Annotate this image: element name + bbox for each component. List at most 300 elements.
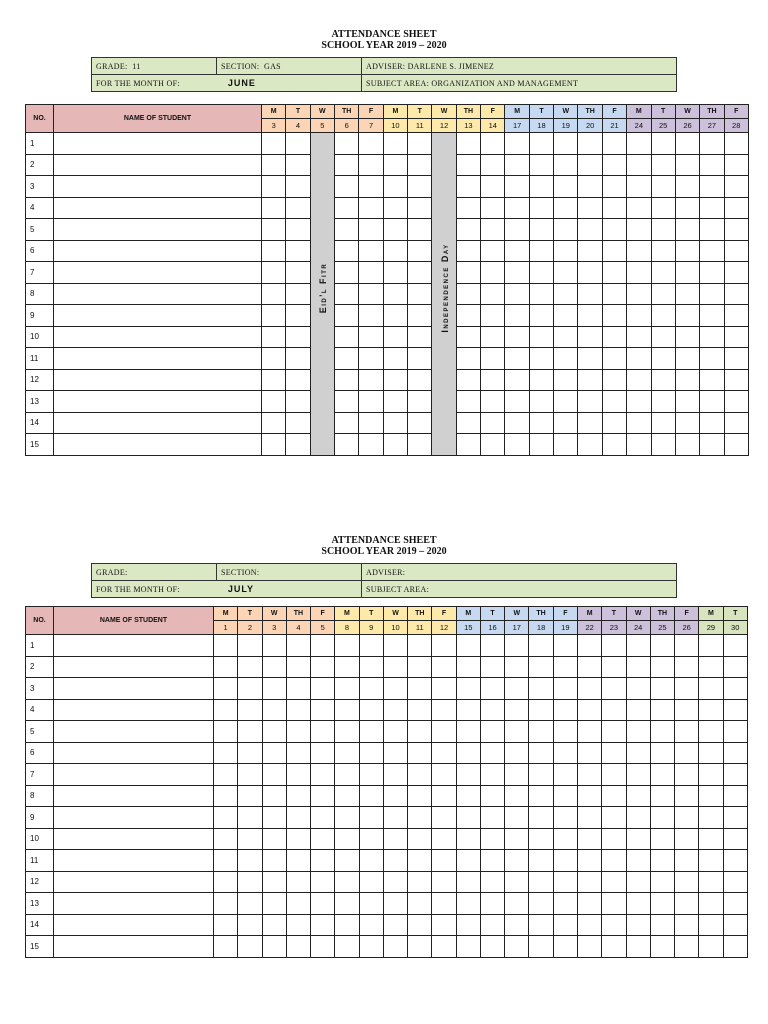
attendance-cell[interactable]: [359, 326, 383, 348]
attendance-cell[interactable]: [359, 369, 383, 391]
attendance-cell[interactable]: [359, 742, 383, 764]
attendance-cell[interactable]: [529, 656, 553, 678]
attendance-cell[interactable]: [724, 369, 748, 391]
attendance-cell[interactable]: [602, 369, 626, 391]
student-name-cell[interactable]: [54, 262, 262, 284]
attendance-cell[interactable]: [554, 262, 578, 284]
attendance-cell[interactable]: [262, 326, 286, 348]
attendance-cell[interactable]: [408, 828, 432, 850]
attendance-cell[interactable]: [577, 678, 601, 700]
attendance-cell[interactable]: [286, 348, 310, 370]
attendance-cell[interactable]: [529, 305, 553, 327]
attendance-cell[interactable]: [480, 785, 504, 807]
attendance-cell[interactable]: [651, 391, 675, 413]
attendance-cell[interactable]: [335, 678, 359, 700]
attendance-cell[interactable]: [383, 133, 407, 155]
attendance-cell[interactable]: [383, 197, 407, 219]
attendance-cell[interactable]: [675, 914, 699, 936]
attendance-cell[interactable]: [238, 807, 262, 829]
student-name-cell[interactable]: [54, 807, 214, 829]
attendance-cell[interactable]: [675, 764, 699, 786]
attendance-cell[interactable]: [602, 219, 626, 241]
attendance-cell[interactable]: [383, 699, 407, 721]
attendance-cell[interactable]: [675, 369, 699, 391]
attendance-cell[interactable]: [627, 348, 651, 370]
attendance-cell[interactable]: [505, 391, 529, 413]
attendance-cell[interactable]: [627, 305, 651, 327]
attendance-cell[interactable]: [214, 742, 238, 764]
attendance-cell[interactable]: [577, 893, 601, 915]
attendance-cell[interactable]: [699, 871, 723, 893]
attendance-cell[interactable]: [238, 764, 262, 786]
attendance-cell[interactable]: [553, 721, 577, 743]
attendance-cell[interactable]: [529, 807, 553, 829]
attendance-cell[interactable]: [408, 434, 432, 456]
attendance-cell[interactable]: [262, 936, 286, 958]
attendance-cell[interactable]: [675, 807, 699, 829]
attendance-cell[interactable]: [480, 742, 504, 764]
attendance-cell[interactable]: [456, 326, 480, 348]
attendance-cell[interactable]: [262, 369, 286, 391]
student-name-cell[interactable]: [54, 133, 262, 155]
attendance-cell[interactable]: [408, 412, 432, 434]
attendance-cell[interactable]: [383, 391, 407, 413]
attendance-cell[interactable]: [432, 785, 456, 807]
attendance-cell[interactable]: [456, 391, 480, 413]
attendance-cell[interactable]: [359, 219, 383, 241]
attendance-cell[interactable]: [480, 699, 504, 721]
attendance-cell[interactable]: [553, 635, 577, 657]
attendance-cell[interactable]: [529, 391, 553, 413]
attendance-cell[interactable]: [529, 742, 553, 764]
attendance-cell[interactable]: [481, 305, 505, 327]
attendance-cell[interactable]: [626, 850, 650, 872]
attendance-cell[interactable]: [262, 914, 286, 936]
attendance-cell[interactable]: [578, 391, 602, 413]
attendance-cell[interactable]: [675, 871, 699, 893]
attendance-cell[interactable]: [505, 893, 529, 915]
attendance-cell[interactable]: [383, 721, 407, 743]
student-name-cell[interactable]: [54, 154, 262, 176]
attendance-cell[interactable]: [724, 154, 748, 176]
attendance-cell[interactable]: [311, 699, 335, 721]
attendance-cell[interactable]: [723, 936, 747, 958]
attendance-cell[interactable]: [480, 850, 504, 872]
attendance-cell[interactable]: [335, 807, 359, 829]
attendance-cell[interactable]: [723, 678, 747, 700]
attendance-cell[interactable]: [432, 828, 456, 850]
attendance-cell[interactable]: [602, 197, 626, 219]
attendance-cell[interactable]: [675, 635, 699, 657]
attendance-cell[interactable]: [481, 219, 505, 241]
attendance-cell[interactable]: [675, 391, 699, 413]
attendance-cell[interactable]: [262, 828, 286, 850]
attendance-cell[interactable]: [700, 240, 724, 262]
attendance-cell[interactable]: [408, 785, 432, 807]
attendance-cell[interactable]: [311, 828, 335, 850]
attendance-cell[interactable]: [286, 133, 310, 155]
attendance-cell[interactable]: [675, 240, 699, 262]
attendance-cell[interactable]: [675, 412, 699, 434]
attendance-cell[interactable]: [432, 764, 456, 786]
attendance-cell[interactable]: [602, 326, 626, 348]
attendance-cell[interactable]: [383, 176, 407, 198]
attendance-cell[interactable]: [675, 850, 699, 872]
attendance-cell[interactable]: [675, 678, 699, 700]
attendance-cell[interactable]: [700, 412, 724, 434]
attendance-cell[interactable]: [602, 678, 626, 700]
attendance-cell[interactable]: [383, 283, 407, 305]
student-name-cell[interactable]: [54, 197, 262, 219]
attendance-cell[interactable]: [408, 369, 432, 391]
student-name-cell[interactable]: [54, 369, 262, 391]
attendance-cell[interactable]: [602, 764, 626, 786]
attendance-cell[interactable]: [214, 828, 238, 850]
student-name-cell[interactable]: [54, 326, 262, 348]
attendance-cell[interactable]: [626, 893, 650, 915]
attendance-cell[interactable]: [432, 678, 456, 700]
attendance-cell[interactable]: [602, 807, 626, 829]
attendance-cell[interactable]: [700, 197, 724, 219]
attendance-cell[interactable]: [578, 133, 602, 155]
attendance-cell[interactable]: [480, 807, 504, 829]
attendance-cell[interactable]: [529, 369, 553, 391]
attendance-cell[interactable]: [553, 656, 577, 678]
attendance-cell[interactable]: [650, 656, 674, 678]
attendance-cell[interactable]: [238, 742, 262, 764]
attendance-cell[interactable]: [724, 219, 748, 241]
attendance-cell[interactable]: [626, 678, 650, 700]
attendance-cell[interactable]: [408, 936, 432, 958]
attendance-cell[interactable]: [602, 348, 626, 370]
attendance-cell[interactable]: [286, 807, 310, 829]
student-name-cell[interactable]: [54, 678, 214, 700]
attendance-cell[interactable]: [214, 893, 238, 915]
student-name-cell[interactable]: [54, 828, 214, 850]
attendance-cell[interactable]: [335, 133, 359, 155]
attendance-cell[interactable]: [602, 434, 626, 456]
attendance-cell[interactable]: [359, 635, 383, 657]
attendance-cell[interactable]: [456, 348, 480, 370]
attendance-cell[interactable]: [578, 434, 602, 456]
attendance-cell[interactable]: [724, 434, 748, 456]
attendance-cell[interactable]: [675, 656, 699, 678]
attendance-cell[interactable]: [481, 391, 505, 413]
attendance-cell[interactable]: [700, 305, 724, 327]
attendance-cell[interactable]: [700, 434, 724, 456]
attendance-cell[interactable]: [529, 283, 553, 305]
attendance-cell[interactable]: [602, 721, 626, 743]
attendance-cell[interactable]: [286, 936, 310, 958]
attendance-cell[interactable]: [311, 656, 335, 678]
attendance-cell[interactable]: [286, 656, 310, 678]
attendance-cell[interactable]: [578, 154, 602, 176]
attendance-cell[interactable]: [699, 656, 723, 678]
attendance-cell[interactable]: [650, 893, 674, 915]
attendance-cell[interactable]: [650, 807, 674, 829]
attendance-cell[interactable]: [626, 721, 650, 743]
attendance-cell[interactable]: [286, 326, 310, 348]
attendance-cell[interactable]: [480, 871, 504, 893]
attendance-cell[interactable]: [723, 893, 747, 915]
student-name-cell[interactable]: [54, 412, 262, 434]
attendance-cell[interactable]: [505, 936, 529, 958]
attendance-cell[interactable]: [335, 635, 359, 657]
attendance-cell[interactable]: [359, 133, 383, 155]
attendance-cell[interactable]: [724, 240, 748, 262]
attendance-cell[interactable]: [602, 742, 626, 764]
attendance-cell[interactable]: [286, 412, 310, 434]
attendance-cell[interactable]: [238, 635, 262, 657]
attendance-cell[interactable]: [311, 785, 335, 807]
attendance-cell[interactable]: [432, 742, 456, 764]
attendance-cell[interactable]: [286, 699, 310, 721]
attendance-cell[interactable]: [481, 176, 505, 198]
attendance-cell[interactable]: [675, 936, 699, 958]
attendance-cell[interactable]: [432, 807, 456, 829]
attendance-cell[interactable]: [651, 326, 675, 348]
attendance-cell[interactable]: [262, 434, 286, 456]
attendance-cell[interactable]: [602, 176, 626, 198]
attendance-cell[interactable]: [627, 369, 651, 391]
attendance-cell[interactable]: [700, 133, 724, 155]
attendance-cell[interactable]: [700, 176, 724, 198]
attendance-cell[interactable]: [578, 219, 602, 241]
attendance-cell[interactable]: [675, 699, 699, 721]
attendance-cell[interactable]: [432, 721, 456, 743]
attendance-cell[interactable]: [651, 262, 675, 284]
attendance-cell[interactable]: [651, 305, 675, 327]
attendance-cell[interactable]: [456, 176, 480, 198]
attendance-cell[interactable]: [577, 936, 601, 958]
attendance-cell[interactable]: [238, 785, 262, 807]
attendance-cell[interactable]: [505, 154, 529, 176]
attendance-cell[interactable]: [529, 412, 553, 434]
attendance-cell[interactable]: [286, 914, 310, 936]
attendance-cell[interactable]: [651, 219, 675, 241]
attendance-cell[interactable]: [577, 764, 601, 786]
attendance-cell[interactable]: [627, 391, 651, 413]
attendance-cell[interactable]: [724, 348, 748, 370]
attendance-cell[interactable]: [627, 412, 651, 434]
attendance-cell[interactable]: [359, 699, 383, 721]
attendance-cell[interactable]: [529, 176, 553, 198]
attendance-cell[interactable]: [651, 133, 675, 155]
attendance-cell[interactable]: [627, 197, 651, 219]
attendance-cell[interactable]: [699, 850, 723, 872]
student-name-cell[interactable]: [54, 764, 214, 786]
attendance-cell[interactable]: [626, 635, 650, 657]
attendance-cell[interactable]: [481, 326, 505, 348]
attendance-cell[interactable]: [238, 656, 262, 678]
attendance-cell[interactable]: [408, 807, 432, 829]
attendance-cell[interactable]: [214, 807, 238, 829]
attendance-cell[interactable]: [675, 305, 699, 327]
attendance-cell[interactable]: [335, 828, 359, 850]
attendance-cell[interactable]: [505, 742, 529, 764]
attendance-cell[interactable]: [359, 391, 383, 413]
attendance-cell[interactable]: [529, 936, 553, 958]
attendance-cell[interactable]: [627, 283, 651, 305]
attendance-cell[interactable]: [311, 936, 335, 958]
attendance-cell[interactable]: [383, 850, 407, 872]
attendance-cell[interactable]: [456, 154, 480, 176]
attendance-cell[interactable]: [481, 412, 505, 434]
attendance-cell[interactable]: [286, 154, 310, 176]
attendance-cell[interactable]: [577, 742, 601, 764]
attendance-cell[interactable]: [286, 871, 310, 893]
attendance-cell[interactable]: [675, 326, 699, 348]
student-name-cell[interactable]: [54, 283, 262, 305]
attendance-cell[interactable]: [335, 850, 359, 872]
attendance-cell[interactable]: [262, 699, 286, 721]
attendance-cell[interactable]: [408, 283, 432, 305]
attendance-cell[interactable]: [699, 785, 723, 807]
attendance-cell[interactable]: [577, 721, 601, 743]
attendance-cell[interactable]: [602, 914, 626, 936]
attendance-cell[interactable]: [650, 871, 674, 893]
attendance-cell[interactable]: [262, 656, 286, 678]
attendance-cell[interactable]: [553, 850, 577, 872]
attendance-cell[interactable]: [432, 936, 456, 958]
attendance-cell[interactable]: [286, 369, 310, 391]
attendance-cell[interactable]: [650, 785, 674, 807]
attendance-cell[interactable]: [505, 197, 529, 219]
attendance-cell[interactable]: [481, 283, 505, 305]
attendance-cell[interactable]: [481, 262, 505, 284]
attendance-cell[interactable]: [675, 742, 699, 764]
attendance-cell[interactable]: [724, 262, 748, 284]
attendance-cell[interactable]: [505, 412, 529, 434]
attendance-cell[interactable]: [650, 635, 674, 657]
attendance-cell[interactable]: [408, 176, 432, 198]
attendance-cell[interactable]: [578, 262, 602, 284]
attendance-cell[interactable]: [383, 678, 407, 700]
attendance-cell[interactable]: [383, 764, 407, 786]
attendance-cell[interactable]: [286, 764, 310, 786]
attendance-cell[interactable]: [650, 678, 674, 700]
attendance-cell[interactable]: [311, 742, 335, 764]
attendance-cell[interactable]: [359, 828, 383, 850]
attendance-cell[interactable]: [480, 828, 504, 850]
attendance-cell[interactable]: [481, 369, 505, 391]
attendance-cell[interactable]: [456, 699, 480, 721]
attendance-cell[interactable]: [359, 678, 383, 700]
attendance-cell[interactable]: [359, 434, 383, 456]
attendance-cell[interactable]: [650, 914, 674, 936]
attendance-cell[interactable]: [627, 133, 651, 155]
attendance-cell[interactable]: [286, 240, 310, 262]
attendance-cell[interactable]: [700, 262, 724, 284]
attendance-cell[interactable]: [505, 678, 529, 700]
attendance-cell[interactable]: [335, 154, 359, 176]
attendance-cell[interactable]: [359, 656, 383, 678]
attendance-cell[interactable]: [675, 283, 699, 305]
attendance-cell[interactable]: [383, 154, 407, 176]
attendance-cell[interactable]: [553, 764, 577, 786]
attendance-cell[interactable]: [335, 391, 359, 413]
attendance-cell[interactable]: [675, 893, 699, 915]
attendance-cell[interactable]: [675, 133, 699, 155]
student-name-cell[interactable]: [54, 893, 214, 915]
attendance-cell[interactable]: [529, 678, 553, 700]
attendance-cell[interactable]: [602, 871, 626, 893]
attendance-cell[interactable]: [602, 262, 626, 284]
attendance-cell[interactable]: [529, 785, 553, 807]
attendance-cell[interactable]: [408, 850, 432, 872]
attendance-cell[interactable]: [335, 412, 359, 434]
attendance-cell[interactable]: [335, 326, 359, 348]
attendance-cell[interactable]: [650, 721, 674, 743]
attendance-cell[interactable]: [481, 197, 505, 219]
attendance-cell[interactable]: [626, 936, 650, 958]
attendance-cell[interactable]: [456, 721, 480, 743]
attendance-cell[interactable]: [238, 936, 262, 958]
attendance-cell[interactable]: [627, 240, 651, 262]
attendance-cell[interactable]: [383, 914, 407, 936]
attendance-cell[interactable]: [529, 154, 553, 176]
attendance-cell[interactable]: [529, 699, 553, 721]
attendance-cell[interactable]: [650, 936, 674, 958]
attendance-cell[interactable]: [602, 699, 626, 721]
attendance-cell[interactable]: [383, 434, 407, 456]
attendance-cell[interactable]: [408, 656, 432, 678]
attendance-cell[interactable]: [675, 154, 699, 176]
attendance-cell[interactable]: [383, 369, 407, 391]
attendance-cell[interactable]: [214, 850, 238, 872]
attendance-cell[interactable]: [553, 914, 577, 936]
attendance-cell[interactable]: [529, 828, 553, 850]
attendance-cell[interactable]: [724, 305, 748, 327]
attendance-cell[interactable]: [577, 785, 601, 807]
attendance-cell[interactable]: [359, 936, 383, 958]
attendance-cell[interactable]: [286, 850, 310, 872]
attendance-cell[interactable]: [335, 197, 359, 219]
student-name-cell[interactable]: [54, 871, 214, 893]
attendance-cell[interactable]: [505, 850, 529, 872]
attendance-cell[interactable]: [262, 893, 286, 915]
attendance-cell[interactable]: [529, 219, 553, 241]
attendance-cell[interactable]: [335, 219, 359, 241]
attendance-cell[interactable]: [675, 262, 699, 284]
attendance-cell[interactable]: [505, 656, 529, 678]
attendance-cell[interactable]: [602, 133, 626, 155]
attendance-cell[interactable]: [286, 434, 310, 456]
attendance-cell[interactable]: [529, 240, 553, 262]
attendance-cell[interactable]: [651, 240, 675, 262]
attendance-cell[interactable]: [724, 326, 748, 348]
attendance-cell[interactable]: [651, 283, 675, 305]
attendance-cell[interactable]: [383, 262, 407, 284]
attendance-cell[interactable]: [505, 348, 529, 370]
attendance-cell[interactable]: [359, 412, 383, 434]
student-name-cell[interactable]: [54, 219, 262, 241]
attendance-cell[interactable]: [408, 742, 432, 764]
attendance-cell[interactable]: [456, 678, 480, 700]
attendance-cell[interactable]: [699, 742, 723, 764]
attendance-cell[interactable]: [529, 764, 553, 786]
attendance-cell[interactable]: [335, 434, 359, 456]
attendance-cell[interactable]: [699, 635, 723, 657]
attendance-cell[interactable]: [627, 219, 651, 241]
attendance-cell[interactable]: [578, 240, 602, 262]
attendance-cell[interactable]: [723, 635, 747, 657]
attendance-cell[interactable]: [286, 721, 310, 743]
attendance-cell[interactable]: [456, 240, 480, 262]
attendance-cell[interactable]: [238, 828, 262, 850]
attendance-cell[interactable]: [505, 807, 529, 829]
attendance-cell[interactable]: [456, 133, 480, 155]
